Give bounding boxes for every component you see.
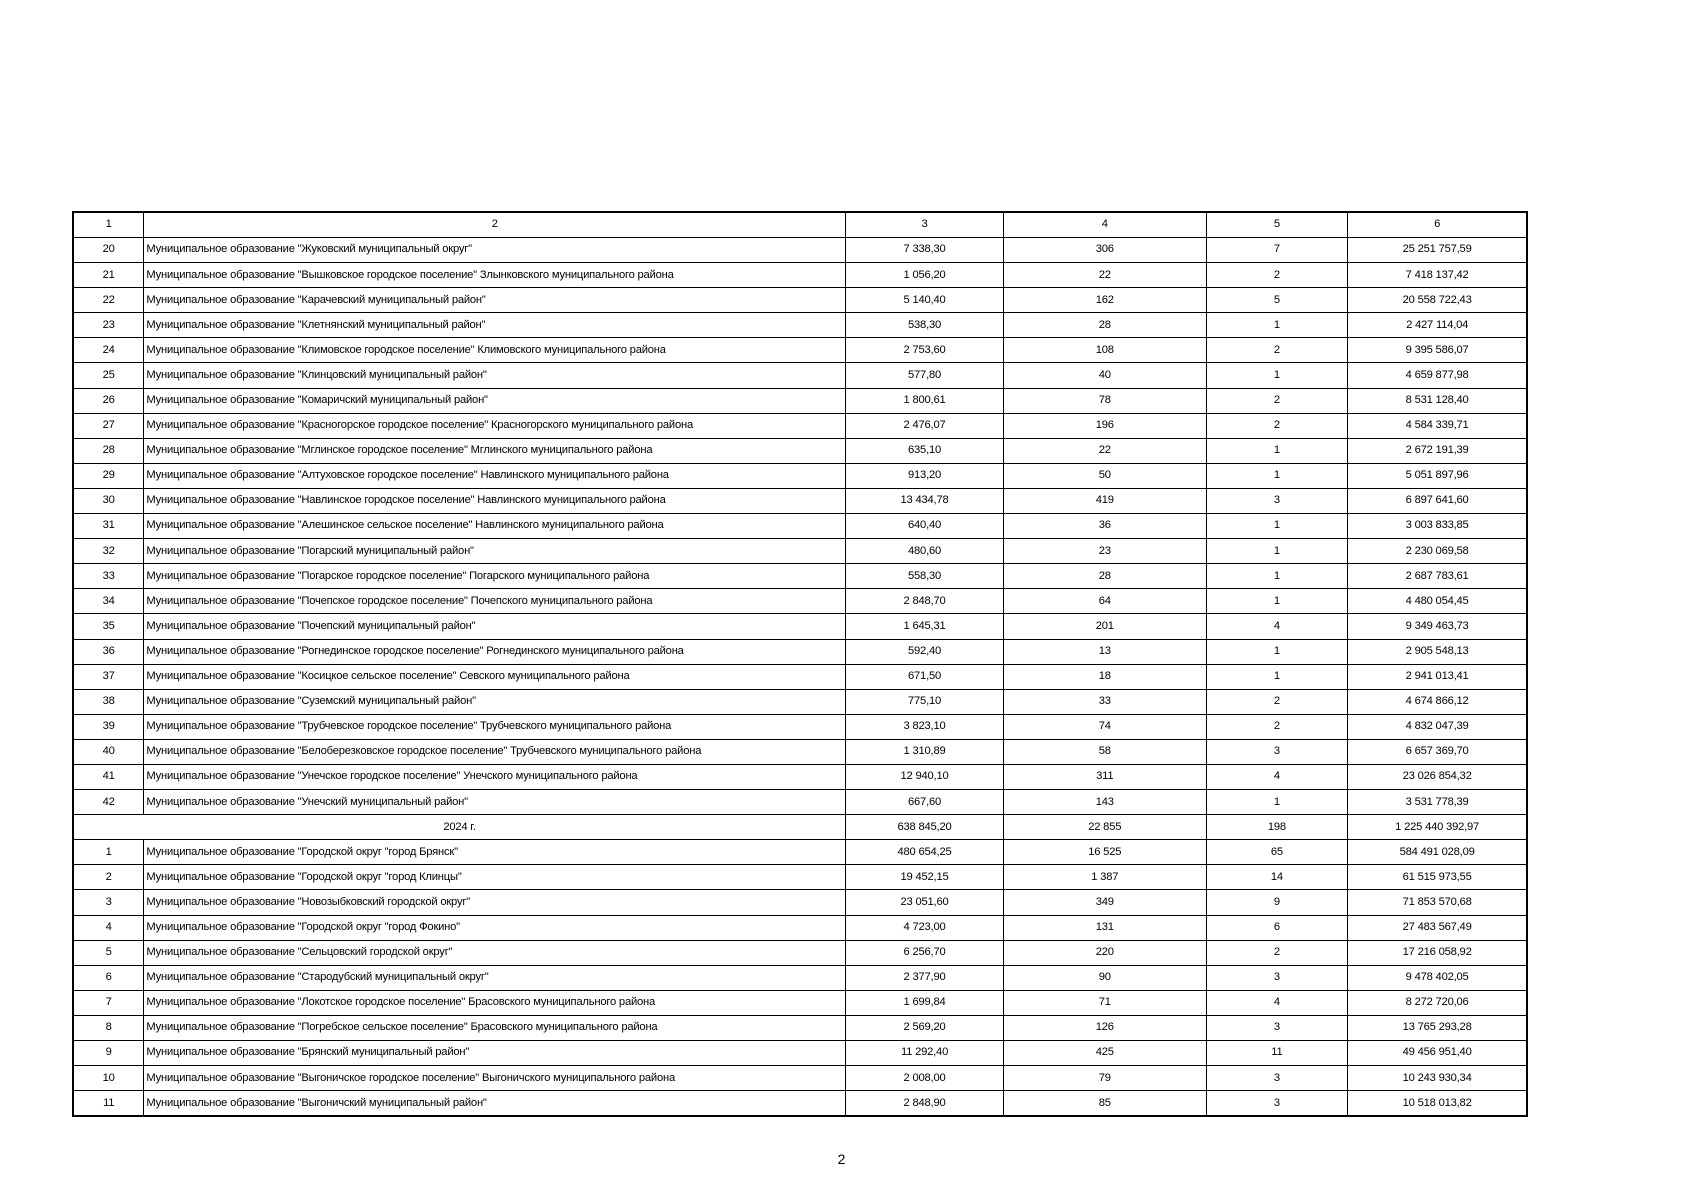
- column-5-cell: 3: [1206, 1015, 1348, 1040]
- municipality-name-cell: Муниципальное образование "Жуковский муниципальный округ": [144, 238, 846, 263]
- municipality-name-cell: Муниципальное образование "Выгоничское городское поселение" Выгоничского муниципального района: [144, 1066, 846, 1091]
- column-3-cell: 1 056,20: [846, 263, 1004, 288]
- row-number-cell: 21: [73, 263, 144, 288]
- column-6-cell: 61 515 973,55: [1348, 865, 1527, 890]
- column-6-cell: 13 765 293,28: [1348, 1015, 1527, 1040]
- column-number: 1: [73, 212, 144, 238]
- column-6-cell: 27 483 567,49: [1348, 915, 1527, 940]
- column-4-cell: 425: [1004, 1041, 1207, 1066]
- column-3-cell: 635,10: [846, 438, 1004, 463]
- table-row: [73, 539, 1527, 564]
- column-5-cell: 1: [1206, 790, 1348, 815]
- column-5-cell: 1: [1206, 438, 1348, 463]
- column-6-cell: 9 349 463,73: [1348, 614, 1527, 639]
- table-row: [73, 514, 1527, 539]
- municipality-name-cell: Муниципальное образование "Погарское городское поселение" Погарского муниципального района: [144, 564, 846, 589]
- column-3-cell: 7 338,30: [846, 238, 1004, 263]
- row-number-cell: 38: [73, 689, 144, 714]
- column-6-cell: 6 897 641,60: [1348, 488, 1527, 513]
- column-6-cell: 25 251 757,59: [1348, 238, 1527, 263]
- column-4-cell: 13: [1004, 639, 1207, 664]
- column-5-cell: 1: [1206, 664, 1348, 689]
- table-row: [73, 488, 1527, 513]
- row-number-cell: 25: [73, 363, 144, 388]
- municipality-name-cell: Муниципальное образование "Красногорское городское поселение" Красногорского муниципального района: [144, 413, 846, 438]
- row-number-cell: 39: [73, 714, 144, 739]
- column-4-cell: 50: [1004, 463, 1207, 488]
- column-3-cell: 2 753,60: [846, 338, 1004, 363]
- column-6-cell: 10 243 930,34: [1348, 1066, 1527, 1091]
- column-3-cell: 913,20: [846, 463, 1004, 488]
- row-number-cell: 6: [73, 965, 144, 990]
- row-number-cell: 29: [73, 463, 144, 488]
- column-5-cell: 1: [1206, 514, 1348, 539]
- column-6-cell: 9 395 586,07: [1348, 338, 1527, 363]
- column-number-row: [73, 212, 1527, 238]
- table-row: [73, 363, 1527, 388]
- column-5-cell: 6: [1206, 915, 1348, 940]
- row-number-cell: 20: [73, 238, 144, 263]
- column-4-cell: 126: [1004, 1015, 1207, 1040]
- column-4-cell: 74: [1004, 714, 1207, 739]
- table-row: [73, 915, 1527, 940]
- column-6-cell: 4 832 047,39: [1348, 714, 1527, 739]
- municipality-name-cell: Муниципальное образование "Погребское сельское поселение" Брасовского муниципального района: [144, 1015, 846, 1040]
- column-5-cell: 14: [1206, 865, 1348, 890]
- column-4-cell: 22: [1004, 263, 1207, 288]
- column-6-cell: 8 272 720,06: [1348, 990, 1527, 1015]
- column-3-cell: 12 940,10: [846, 764, 1004, 789]
- municipality-name-cell: Муниципальное образование "Суземский муниципальный район": [144, 689, 846, 714]
- row-number-cell: 11: [73, 1091, 144, 1117]
- column-5-cell: 1: [1206, 589, 1348, 614]
- table-row: [73, 1015, 1527, 1040]
- municipality-name-cell: Муниципальное образование "Городской округ "город Брянск": [144, 840, 846, 865]
- row-number-cell: 22: [73, 288, 144, 313]
- municipality-name-cell: Муниципальное образование "Комаричский муниципальный район": [144, 388, 846, 413]
- column-3-cell: 775,10: [846, 689, 1004, 714]
- column-3-cell: 1 310,89: [846, 739, 1004, 764]
- column-3-cell: 23 051,60: [846, 890, 1004, 915]
- column-5-cell: 2: [1206, 714, 1348, 739]
- column-6-cell: 6 657 369,70: [1348, 739, 1527, 764]
- data-table: [72, 211, 1528, 1117]
- column-3-cell: 1 800,61: [846, 388, 1004, 413]
- column-5-cell: 65: [1206, 840, 1348, 865]
- column-3-cell: 2 377,90: [846, 965, 1004, 990]
- municipality-name-cell: Муниципальное образование "Почепское городское поселение" Почепского муниципального района: [144, 589, 846, 614]
- column-6-cell: 2 427 114,04: [1348, 313, 1527, 338]
- column-3-cell: 671,50: [846, 664, 1004, 689]
- column-4-cell: 419: [1004, 488, 1207, 513]
- table-row: [73, 288, 1527, 313]
- column-5-cell: 2: [1206, 413, 1348, 438]
- table-row: [73, 338, 1527, 363]
- municipality-name-cell: Муниципальное образование "Рогнединское городское поселение" Рогнединского муниципального района: [144, 639, 846, 664]
- municipality-name-cell: Муниципальное образование "Городской округ "город Клинцы": [144, 865, 846, 890]
- column-3-cell: 4 723,00: [846, 915, 1004, 940]
- municipality-name-cell: Муниципальное образование "Локотское городское поселение" Брасовского муниципального района: [144, 990, 846, 1015]
- municipality-name-cell: Муниципальное образование "Климовское городское поселение" Климовского муниципального района: [144, 338, 846, 363]
- column-5-cell: 7: [1206, 238, 1348, 263]
- municipality-name-cell: Муниципальное образование "Новозыбковский городской округ": [144, 890, 846, 915]
- column-4-cell: 18: [1004, 664, 1207, 689]
- column-6-cell: 2 687 783,61: [1348, 564, 1527, 589]
- table-row: [73, 388, 1527, 413]
- column-3-cell: 19 452,15: [846, 865, 1004, 890]
- column-3-cell: 577,80: [846, 363, 1004, 388]
- column-3-cell: 13 434,78: [846, 488, 1004, 513]
- row-number-cell: 35: [73, 614, 144, 639]
- municipality-name-cell: Муниципальное образование "Алтуховское городское поселение" Навлинского муниципального района: [144, 463, 846, 488]
- row-number-cell: 31: [73, 514, 144, 539]
- year-summary-row: [73, 815, 1527, 840]
- row-number-cell: 9: [73, 1041, 144, 1066]
- table-row: [73, 238, 1527, 263]
- column-3-cell: 11 292,40: [846, 1041, 1004, 1066]
- table-row: [73, 965, 1527, 990]
- column-5-cell: 1: [1206, 639, 1348, 664]
- row-number-cell: 7: [73, 990, 144, 1015]
- municipality-name-cell: Муниципальное образование "Белоберезковское городское поселение" Трубчевского муниципального района: [144, 739, 846, 764]
- row-number-cell: 32: [73, 539, 144, 564]
- column-5-cell: 1: [1206, 313, 1348, 338]
- column-6-cell: 4 584 339,71: [1348, 413, 1527, 438]
- column-5-cell: 1: [1206, 463, 1348, 488]
- column-4-cell: 16 525: [1004, 840, 1207, 865]
- column-4-cell: 311: [1004, 764, 1207, 789]
- row-number-cell: 8: [73, 1015, 144, 1040]
- column-3-cell: 6 256,70: [846, 940, 1004, 965]
- column-5-cell: 3: [1206, 965, 1348, 990]
- municipality-name-cell: Муниципальное образование "Косицкое сельское поселение" Севского муниципального района: [144, 664, 846, 689]
- column-6-cell: 7 418 137,42: [1348, 263, 1527, 288]
- column-4-cell: 1 387: [1004, 865, 1207, 890]
- row-number-cell: 24: [73, 338, 144, 363]
- column-4-cell: 28: [1004, 564, 1207, 589]
- column-3-cell: 1 645,31: [846, 614, 1004, 639]
- municipality-name-cell: Муниципальное образование "Стародубский муниципальный округ": [144, 965, 846, 990]
- column-3-cell: 480 654,25: [846, 840, 1004, 865]
- municipality-name-cell: Муниципальное образование "Клинцовский муниципальный район": [144, 363, 846, 388]
- row-number-cell: 10: [73, 1066, 144, 1091]
- table-row: [73, 714, 1527, 739]
- column-6-cell: 17 216 058,92: [1348, 940, 1527, 965]
- municipality-name-cell: Муниципальное образование "Унечский муниципальный район": [144, 790, 846, 815]
- table-row: [73, 764, 1527, 789]
- year-label-cell: 2024 г.: [73, 815, 846, 840]
- column-6-cell: 10 518 013,82: [1348, 1091, 1527, 1117]
- column-3-cell: 2 848,90: [846, 1091, 1004, 1117]
- column-5-cell: 4: [1206, 764, 1348, 789]
- table-row: [73, 463, 1527, 488]
- column-3-cell: 640,40: [846, 514, 1004, 539]
- column-4-cell: 131: [1004, 915, 1207, 940]
- row-number-cell: 26: [73, 388, 144, 413]
- table-row: [73, 589, 1527, 614]
- column-4-cell: 108: [1004, 338, 1207, 363]
- year-total-c3-cell: 638 845,20: [846, 815, 1004, 840]
- row-number-cell: 42: [73, 790, 144, 815]
- column-5-cell: 1: [1206, 363, 1348, 388]
- column-4-cell: 196: [1004, 413, 1207, 438]
- table-row: [73, 739, 1527, 764]
- municipality-name-cell: Муниципальное образование "Вышковское городское поселение" Злынковского муниципального района: [144, 263, 846, 288]
- column-4-cell: 58: [1004, 739, 1207, 764]
- column-6-cell: 71 853 570,68: [1348, 890, 1527, 915]
- column-4-cell: 220: [1004, 940, 1207, 965]
- row-number-cell: 37: [73, 664, 144, 689]
- column-4-cell: 22: [1004, 438, 1207, 463]
- table-row: [73, 639, 1527, 664]
- municipality-name-cell: Муниципальное образование "Алешинское сельское поселение" Навлинского муниципального района: [144, 514, 846, 539]
- column-5-cell: 1: [1206, 539, 1348, 564]
- municipality-name-cell: Муниципальное образование "Карачевский муниципальный район": [144, 288, 846, 313]
- page-number: 2: [837, 1151, 846, 1167]
- column-number: 2: [144, 212, 846, 238]
- column-4-cell: 162: [1004, 288, 1207, 313]
- table-row: [73, 263, 1527, 288]
- table-row: [73, 1091, 1527, 1117]
- table-row: [73, 1041, 1527, 1066]
- column-number: 5: [1206, 212, 1348, 238]
- table-body: [73, 212, 1527, 1116]
- table-row: [73, 413, 1527, 438]
- municipality-name-cell: Муниципальное образование "Клетнянский муниципальный район": [144, 313, 846, 338]
- row-number-cell: 3: [73, 890, 144, 915]
- municipality-name-cell: Муниципальное образование "Погарский муниципальный район": [144, 539, 846, 564]
- column-4-cell: 33: [1004, 689, 1207, 714]
- table-row: [73, 313, 1527, 338]
- column-3-cell: 538,30: [846, 313, 1004, 338]
- column-6-cell: 5 051 897,96: [1348, 463, 1527, 488]
- column-4-cell: 64: [1004, 589, 1207, 614]
- column-number: 6: [1348, 212, 1527, 238]
- column-3-cell: 2 848,70: [846, 589, 1004, 614]
- column-6-cell: 49 456 951,40: [1348, 1041, 1527, 1066]
- column-5-cell: 3: [1206, 1066, 1348, 1091]
- table-row: [73, 940, 1527, 965]
- column-5-cell: 9: [1206, 890, 1348, 915]
- column-6-cell: 8 531 128,40: [1348, 388, 1527, 413]
- column-6-cell: 2 230 069,58: [1348, 539, 1527, 564]
- row-number-cell: 36: [73, 639, 144, 664]
- column-number: 4: [1004, 212, 1207, 238]
- row-number-cell: 30: [73, 488, 144, 513]
- table-row: [73, 1066, 1527, 1091]
- column-5-cell: 2: [1206, 263, 1348, 288]
- table-row: [73, 790, 1527, 815]
- column-4-cell: 143: [1004, 790, 1207, 815]
- column-4-cell: 78: [1004, 388, 1207, 413]
- municipality-name-cell: Муниципальное образование "Почепский муниципальный район": [144, 614, 846, 639]
- column-6-cell: 3 003 833,85: [1348, 514, 1527, 539]
- column-6-cell: 2 905 548,13: [1348, 639, 1527, 664]
- column-3-cell: 1 699,84: [846, 990, 1004, 1015]
- row-number-cell: 27: [73, 413, 144, 438]
- column-4-cell: 36: [1004, 514, 1207, 539]
- column-3-cell: 3 823,10: [846, 714, 1004, 739]
- column-4-cell: 23: [1004, 539, 1207, 564]
- table-row: [73, 564, 1527, 589]
- year-total-c5-cell: 198: [1206, 815, 1348, 840]
- column-3-cell: 667,60: [846, 790, 1004, 815]
- column-4-cell: 201: [1004, 614, 1207, 639]
- column-6-cell: 2 941 013,41: [1348, 664, 1527, 689]
- table-row: [73, 438, 1527, 463]
- row-number-cell: 28: [73, 438, 144, 463]
- column-3-cell: 592,40: [846, 639, 1004, 664]
- column-5-cell: 3: [1206, 739, 1348, 764]
- municipality-name-cell: Муниципальное образование "Унечское городское поселение" Унечского муниципального района: [144, 764, 846, 789]
- column-5-cell: 4: [1206, 614, 1348, 639]
- column-5-cell: 3: [1206, 1091, 1348, 1117]
- column-5-cell: 2: [1206, 689, 1348, 714]
- column-6-cell: 20 558 722,43: [1348, 288, 1527, 313]
- column-4-cell: 85: [1004, 1091, 1207, 1117]
- table-row: [73, 865, 1527, 890]
- column-4-cell: 40: [1004, 363, 1207, 388]
- column-5-cell: 2: [1206, 338, 1348, 363]
- municipality-name-cell: Муниципальное образование "Выгоничский муниципальный район": [144, 1091, 846, 1117]
- column-3-cell: 558,30: [846, 564, 1004, 589]
- column-6-cell: 4 480 054,45: [1348, 589, 1527, 614]
- table-row: [73, 614, 1527, 639]
- column-4-cell: 71: [1004, 990, 1207, 1015]
- municipality-name-cell: Муниципальное образование "Сельцовский городской округ": [144, 940, 846, 965]
- column-5-cell: 1: [1206, 564, 1348, 589]
- row-number-cell: 1: [73, 840, 144, 865]
- column-5-cell: 4: [1206, 990, 1348, 1015]
- column-4-cell: 28: [1004, 313, 1207, 338]
- column-4-cell: 306: [1004, 238, 1207, 263]
- municipality-name-cell: Муниципальное образование "Брянский муниципальный район": [144, 1041, 846, 1066]
- column-5-cell: 3: [1206, 488, 1348, 513]
- row-number-cell: 23: [73, 313, 144, 338]
- column-5-cell: 2: [1206, 940, 1348, 965]
- row-number-cell: 5: [73, 940, 144, 965]
- column-6-cell: 9 478 402,05: [1348, 965, 1527, 990]
- column-6-cell: 584 491 028,09: [1348, 840, 1527, 865]
- table-row: [73, 664, 1527, 689]
- table-row: [73, 890, 1527, 915]
- column-6-cell: 4 659 877,98: [1348, 363, 1527, 388]
- column-3-cell: 5 140,40: [846, 288, 1004, 313]
- column-6-cell: 23 026 854,32: [1348, 764, 1527, 789]
- column-5-cell: 2: [1206, 388, 1348, 413]
- municipality-name-cell: Муниципальное образование "Городской округ "город Фокино": [144, 915, 846, 940]
- row-number-cell: 2: [73, 865, 144, 890]
- column-3-cell: 480,60: [846, 539, 1004, 564]
- table-row: [73, 840, 1527, 865]
- column-6-cell: 2 672 191,39: [1348, 438, 1527, 463]
- row-number-cell: 4: [73, 915, 144, 940]
- table-row: [73, 689, 1527, 714]
- row-number-cell: 41: [73, 764, 144, 789]
- column-5-cell: 11: [1206, 1041, 1348, 1066]
- column-6-cell: 4 674 866,12: [1348, 689, 1527, 714]
- data-table-container: [72, 211, 1528, 1117]
- column-6-cell: 3 531 778,39: [1348, 790, 1527, 815]
- column-4-cell: 349: [1004, 890, 1207, 915]
- column-4-cell: 79: [1004, 1066, 1207, 1091]
- year-total-c4-cell: 22 855: [1004, 815, 1207, 840]
- municipality-name-cell: Муниципальное образование "Трубчевское городское поселение" Трубчевского муниципального района: [144, 714, 846, 739]
- column-5-cell: 5: [1206, 288, 1348, 313]
- row-number-cell: 33: [73, 564, 144, 589]
- municipality-name-cell: Муниципальное образование "Навлинское городское поселение" Навлинского муниципального района: [144, 488, 846, 513]
- row-number-cell: 40: [73, 739, 144, 764]
- row-number-cell: 34: [73, 589, 144, 614]
- column-3-cell: 2 008,00: [846, 1066, 1004, 1091]
- column-4-cell: 90: [1004, 965, 1207, 990]
- table-row: [73, 990, 1527, 1015]
- column-number: 3: [846, 212, 1004, 238]
- year-total-c6-cell: 1 225 440 392,97: [1348, 815, 1527, 840]
- column-3-cell: 2 476,07: [846, 413, 1004, 438]
- municipality-name-cell: Муниципальное образование "Мглинское городское поселение" Мглинского муниципального района: [144, 438, 846, 463]
- column-3-cell: 2 569,20: [846, 1015, 1004, 1040]
